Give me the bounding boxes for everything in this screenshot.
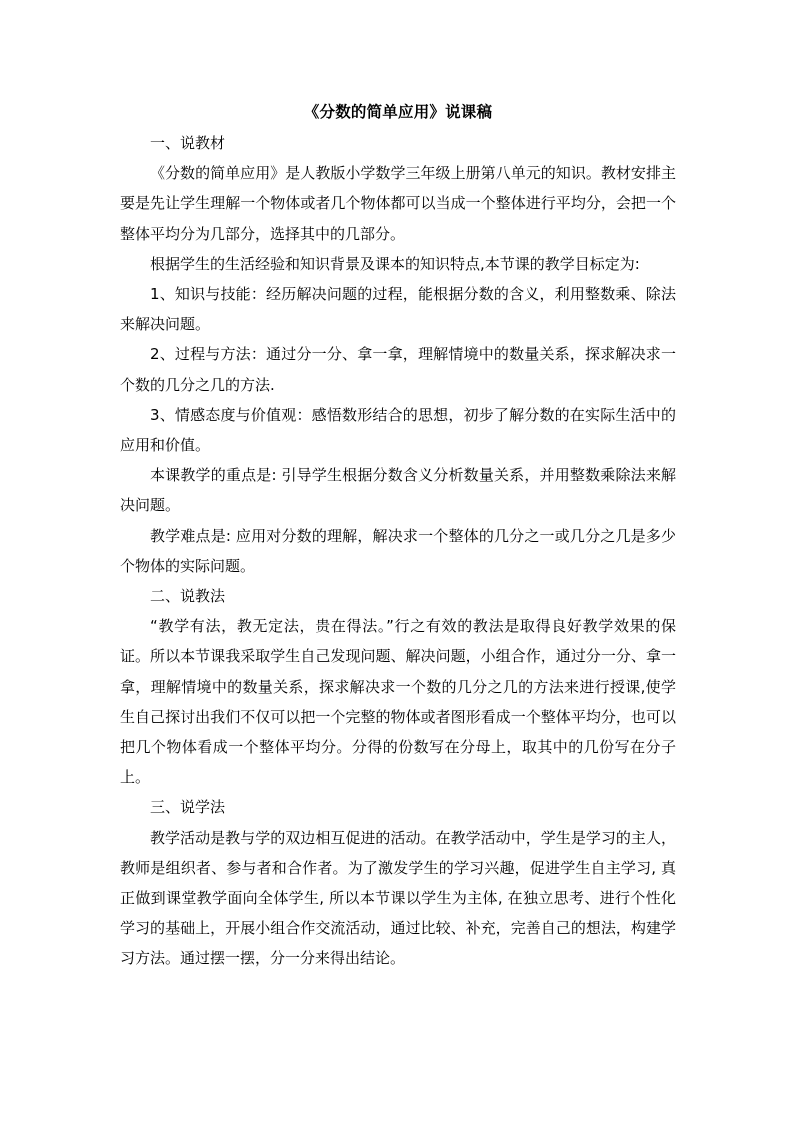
section-heading-textbook: 一、说教材 <box>150 134 226 152</box>
paragraph-goal-attitude: 3、情感态度与价值观：感悟数形结合的思想，初步了解分数的在实际生活中的应用和价值。 <box>120 405 676 455</box>
document-title: 《分数的简单应用》说课稿 <box>303 103 493 121</box>
paragraph-learning-method: 教学活动是教与学的双边相互促进的活动。在教学活动中，学生是学习的主人，教师是组织者、参与者和合作者。为了激发学生的学习兴趣，促进学生自主学习, 真正做到课堂教学面向全体学生, 所以本节课以学生为主体, 在独立思考、进行个性化学习的基础上，开展小组合作交流活动，通过比较、补充，完善自己的想法，构建学习方法。通过摆一摆，分一分来得出结论。 <box>120 828 676 968</box>
paragraph-key-point: 本课教学的重点是: 引导学生根据分数含义分析数量关系，并用整数乘除法来解决问题。 <box>120 466 676 515</box>
paragraph-goal-knowledge: 1、知识与技能：经历解决问题的过程，能根据分数的含义，利用整数乘、除法来解决问题。 <box>120 285 676 334</box>
paragraph-textbook-intro: 《分数的简单应用》是人教版小学数学三年级上册第八单元的知识。教材安排主要是先让学生理解一个物体或者几个物体都可以当成一个整体进行平均分，会把一个整体平均分为几部分，选择其中的几部分。 <box>120 164 676 243</box>
paragraph-goals-intro: 根据学生的生活经验和知识背景及课本的知识特点,本节课的教学目标定为: <box>150 254 640 273</box>
paragraph-difficulty: 教学难点是: 应用对分数的理解，解决求一个整体的几分之一或几分之几是多少个物体的实际问题。 <box>120 526 676 575</box>
paragraph-goal-process: 2、过程与方法：通过分一分、拿一拿，理解情境中的数量关系，探求解决求一个数的几分之几的方法. <box>120 345 676 394</box>
section-heading-teaching-method: 二、说教法 <box>150 587 226 606</box>
document-content <box>120 98 676 974</box>
paragraph-teaching-method: “教学有法，教无定法，贵在得法。”行之有效的教法是取得良好教学效果的保证。所以本节课我采取学生自己发现问题、解决问题，小组合作，通过分一分、拿一拿，理解情境中的数量关系，探求解决求一个数的几分之几的方法来进行授课,使学生自己探讨出我们不仅可以把一个完整的物体或者图形看成一个整体平均分，也可以把几个物体看成一个整体平均分。分得的份数写在分母上，取其中的几份写在分子上。 <box>120 617 676 787</box>
section-heading-learning-method: 三、说学法 <box>150 798 226 817</box>
